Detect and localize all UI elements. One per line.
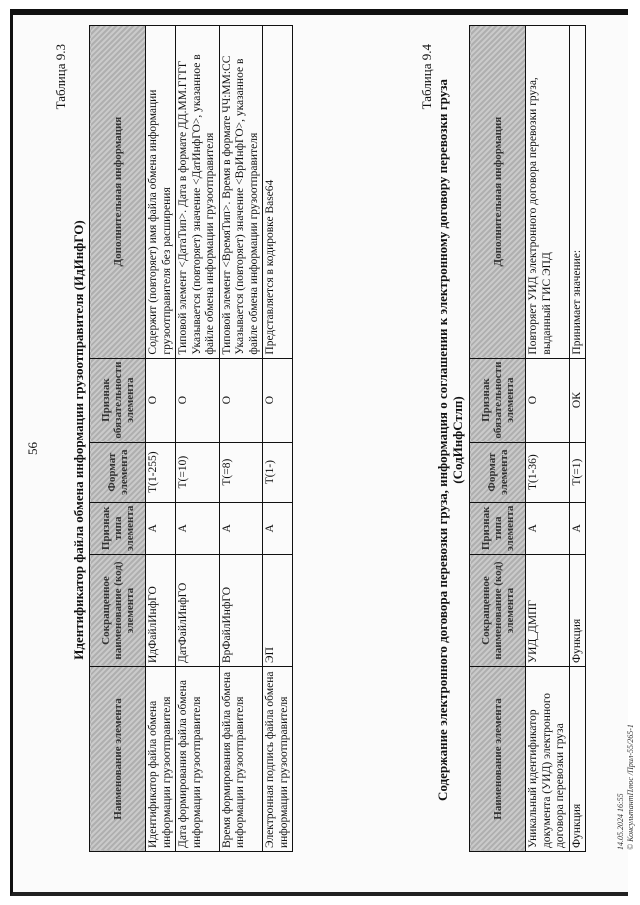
consultant-stamp (616, 724, 636, 850)
cell-element-name: Идентификатор файла обмена информации грузоотправителя (146, 667, 176, 852)
cell-required: О (526, 358, 570, 442)
table-header-row (470, 25, 526, 851)
cell-info: Принимает значение: (569, 25, 586, 358)
cell-required: ОК (569, 358, 586, 442)
table-9-4-title-line2: (СодИнфСтлп) (450, 396, 465, 484)
cell-format: T(1-) (263, 442, 293, 502)
table-9-4-label: Таблица 9.4 (419, 44, 434, 110)
cell-required: О (176, 358, 220, 442)
header-cell: Формат элемента (90, 442, 146, 502)
cell-info: Типовой элемент <ВремяТип>. Время в формате ЧЧ:ММ:СС Указывается (повторяет) значение <ВрИнфГО>, указанное в файле обмена информации грузоотправителя (219, 25, 263, 358)
cell-required: О (146, 358, 176, 442)
header-cell: Признак обязательности элемента (470, 358, 526, 442)
cell-code: ЭП (263, 555, 293, 667)
cell-element-name: Функция (569, 667, 586, 852)
header-cell: Наименование элемента (90, 667, 146, 852)
cell-required: О (263, 358, 293, 442)
table-row (176, 25, 220, 851)
cell-type: А (219, 502, 263, 554)
cell-element-name: Время формирования файла обмена информации грузоотправителя (219, 667, 263, 852)
cell-required: О (219, 358, 263, 442)
cell-info: Содержит (повторяет) имя файла обмена информации грузоотправителя без расширения (146, 25, 176, 358)
cell-format: T(1-36) (526, 442, 570, 502)
header-cell: Дополнительная информация (90, 25, 146, 358)
cell-element-name: Электронная подпись файла обмена информации грузоотправителя (263, 667, 293, 852)
header-cell: Признак типа элемента (90, 502, 146, 554)
table-row (569, 25, 586, 851)
stamp-source: © КонсультантПлюс /Прил-55/265-1 (626, 724, 635, 850)
table-header-row (90, 25, 146, 851)
header-cell: Признак типа элемента (470, 502, 526, 554)
header-cell: Наименование элемента (470, 667, 526, 852)
page-frame (10, 9, 635, 896)
cell-code: Функция (569, 555, 586, 667)
cell-format: T(=1) (569, 442, 586, 502)
cell-type: А (146, 502, 176, 554)
cell-type: А (526, 502, 570, 554)
cell-code: ИдФайлИнфГО (146, 555, 176, 667)
table-row (219, 25, 263, 851)
header-cell: Сокращенное наименование (код) элемента (470, 555, 526, 667)
cell-format: T(=10) (176, 442, 220, 502)
page-number: 56 (25, 442, 40, 455)
stamp-date: 14.05.2024 16:55 (616, 793, 625, 850)
cell-info: Представляется в кодировке Base64 (263, 25, 293, 358)
header-cell: Дополнительная информация (470, 25, 526, 358)
cell-info: Типовой элемент <ДатаТип>. Дата в формате ДД.ММ.ГГГГ Указывается (повторяет) значение <ДатИнфГО>, указанное в файле обмена информации грузоотправителя (176, 25, 220, 358)
cell-type: А (263, 502, 293, 554)
cell-info: Повторяет УИД электронного договора перевозки груза, выданный ГИС ЭПД (526, 25, 570, 358)
table-9-4-title-line1: Содержание электронного договора перевозки груза, информация о соглашении к электронному договору перевозки груза (435, 79, 450, 801)
table-row (526, 25, 570, 851)
cell-code: ДатФайлИнфГО (176, 555, 220, 667)
table-9-4 (469, 25, 586, 852)
cell-code: УИД_ДМПГ (526, 555, 570, 667)
table-9-3-label: Таблица 9.3 (53, 44, 68, 110)
table-9-3 (89, 25, 293, 852)
header-cell: Сокращенное наименование (код) элемента (90, 555, 146, 667)
cell-format: T(=8) (219, 442, 263, 502)
cell-type: А (569, 502, 586, 554)
cell-type: А (176, 502, 220, 554)
cell-format: T(1-255) (146, 442, 176, 502)
cell-element-name: Уникальный идентификатор документа (УИД) электронного договора перевозки груза (526, 667, 570, 852)
table-9-3-title: Идентификатор файла обмена информации грузоотправителя (ИдИнфГО) (71, 220, 86, 660)
table-row (263, 25, 293, 851)
cell-code: ВрФайлИнфГО (219, 555, 263, 667)
header-cell: Признак обязательности элемента (90, 358, 146, 442)
header-cell: Формат элемента (470, 442, 526, 502)
cell-element-name: Дата формирования файла обмена информации грузоотправителя (176, 667, 220, 852)
table-9-4-title (435, 10, 465, 870)
rotated-document-page (23, 10, 638, 870)
table-row (146, 25, 176, 851)
